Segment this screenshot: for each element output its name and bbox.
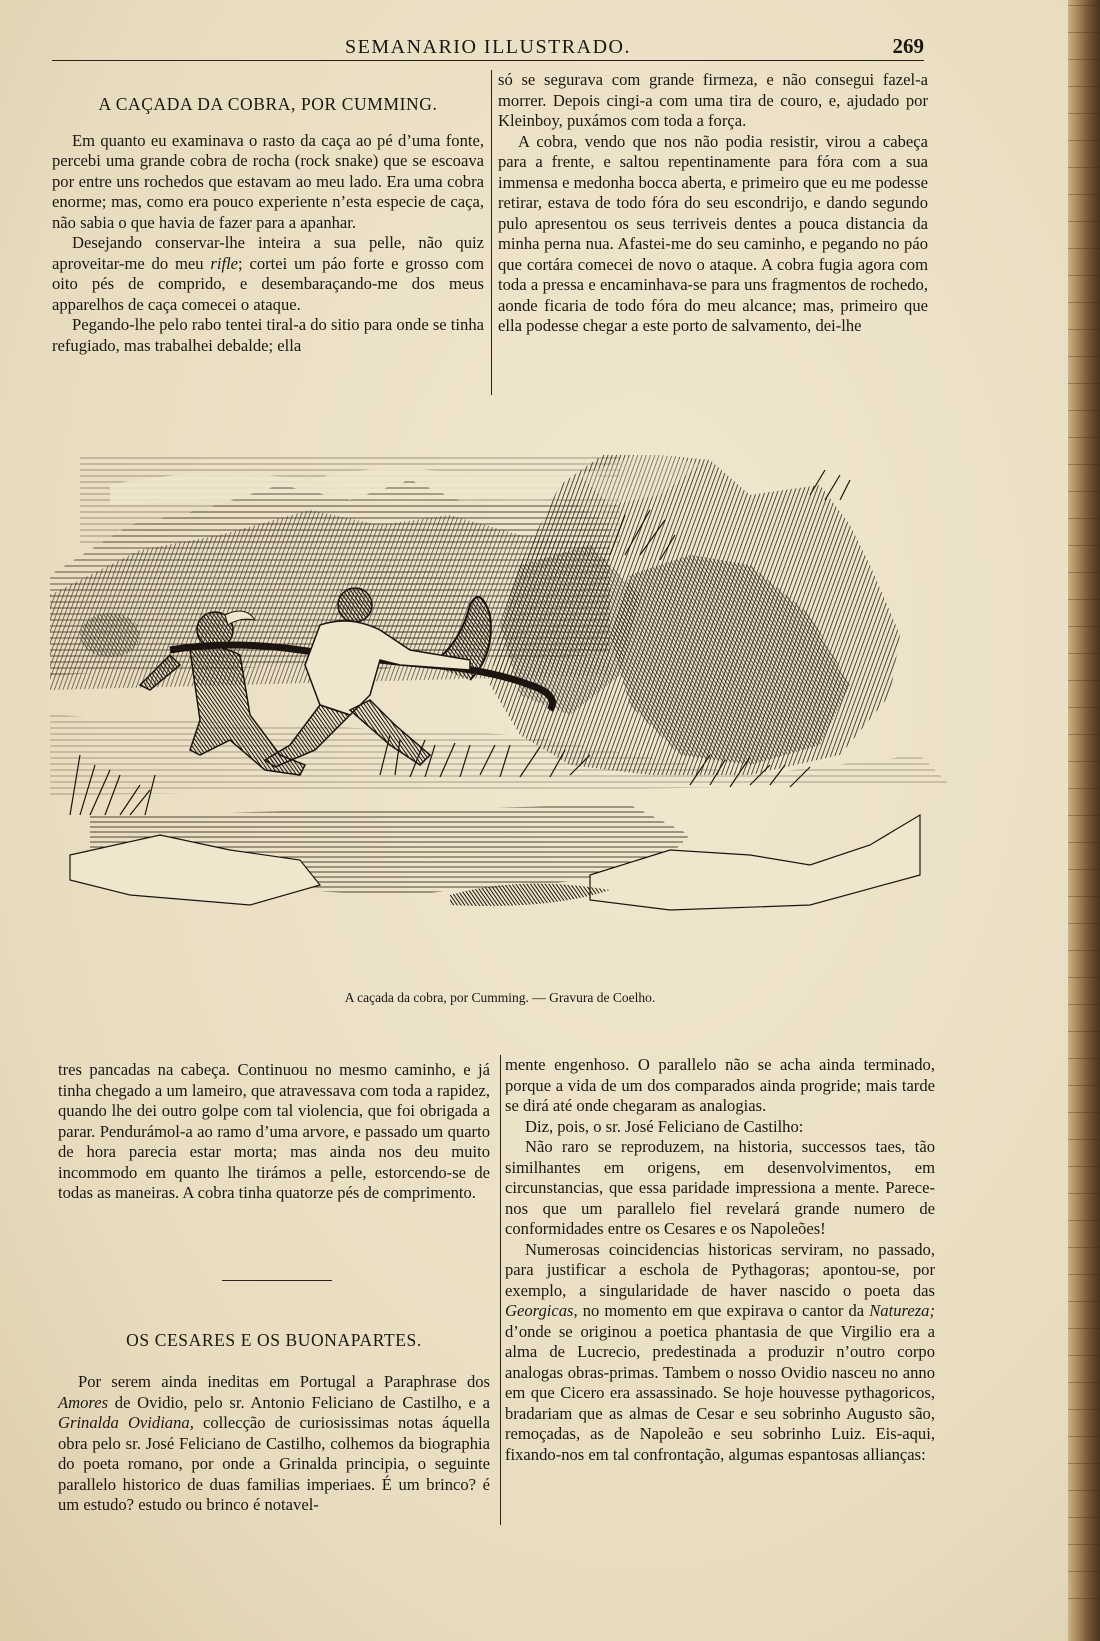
binding-texture-line <box>1068 1085 1100 1086</box>
column-divider <box>500 1055 501 1525</box>
binding-texture-line <box>1068 1031 1100 1032</box>
binding-texture-line <box>1068 194 1100 195</box>
binding-texture-line <box>1068 950 1100 951</box>
engraving-snake-hunt <box>50 455 950 967</box>
page-header <box>52 34 924 61</box>
binding-texture-line <box>1068 1058 1100 1059</box>
article1-right-column <box>498 70 928 337</box>
paragraph: Desejando conservar-lhe inteira a sua pelle, não quiz aproveitar-me do meu rifle; cortei um páo forte e grosso com oito pés de comprido, e desembaraçando-me dos meus apparelhos de caça comecei o ataque. <box>52 233 484 314</box>
binding-texture-line <box>1068 626 1100 627</box>
binding-texture-line <box>1068 464 1100 465</box>
article2-left-column <box>58 1372 490 1516</box>
paragraph: Não raro se reproduzem, na historia, successos taes, tão similhantes em origens, em desenvolvimentos, em circunstancias, que essa paridade impressiona a mente. Parece-nos que um parallelo fiel revelará grande numero de conformidades entre os Cesares e os Napoleões! <box>505 1137 935 1238</box>
binding-texture-line <box>1068 518 1100 519</box>
binding-texture-line <box>1068 1436 1100 1437</box>
binding-texture-line <box>1068 1274 1100 1275</box>
binding-texture-line <box>1068 788 1100 789</box>
binding-texture-line <box>1068 5 1100 6</box>
paragraph: A cobra, vendo que nos não podia resistir, virou a cabeça para a frente, e saltou repentinamente para fóra com a sua immensa e medonha bocca aberta, e primeiro que eu me podesse retirar, estava de todo fóra do seu escondrijo, e dando segundo pulo apresentou os seus terriveis dentes a pouca distancia da minha perna nua. Afastei-me do seu caminho, e pegando no páo que cortára comecei de novo o ataque. A cobra fugia agora com toda a pressa e encaminhava-se para uns fragmentos de rochedo, aonde ficaria de todo fóra do meu alcance; mas, primeiro que ella podesse chegar a este porto de salvamento, dei-lhe <box>498 131 928 335</box>
article1-continuation-column <box>58 1060 490 1204</box>
article2-title: OS CESARES E OS BUONAPARTES. <box>126 1330 422 1350</box>
binding-texture-line <box>1068 1382 1100 1383</box>
paragraph: Por serem ainda ineditas em Portugal a Paraphrase dos Amores de Ovidio, pelo sr. Antonio Feliciano de Castilho, e a Grinalda Ovidiana, collecção de curiosissimas notas áquella obra pelo sr. José Feliciano de Castilho, colhemos da biographia do poeta romano, por onde a Grinalda principia, o seguinte parallelo historico de duas familias imperiaes. É um brinco? é um estudo? estudo ou brinco é notavel- <box>58 1372 490 1514</box>
binding-texture-line <box>1068 491 1100 492</box>
binding-texture-line <box>1068 248 1100 249</box>
binding-texture-line <box>1068 1490 1100 1491</box>
running-title: SEMANARIO ILLUSTRADO. <box>345 36 631 58</box>
binding-texture-line <box>1068 1328 1100 1329</box>
binding-texture-line <box>1068 572 1100 573</box>
binding-texture-line <box>1068 140 1100 141</box>
binding-texture-line <box>1068 1247 1100 1248</box>
binding-texture-line <box>1068 59 1100 60</box>
binding-texture-line <box>1068 1409 1100 1410</box>
book-binding <box>1068 0 1100 1641</box>
column-divider <box>491 70 492 395</box>
binding-texture-line <box>1068 221 1100 222</box>
paragraph: Pegando-lhe pelo rabo tentei tiral-a do sitio para onde se tinha refugiado, mas trabalhei debalde; ella <box>52 315 484 355</box>
engraving-caption: A caçada da cobra, por Cumming. — Gravura de Coelho. <box>344 990 656 1005</box>
paragraph: tres pancadas na cabeça. Continuou no mesmo caminho, e já tinha chegado a um lameiro, que atravessava com toda a rapidez, quando lhe dei outro golpe com tal violencia, que foi obrigada a parar. Pendurámol-a ao ramo d’uma arvore, e passado um quarto de hora parecia estar morta; mas ainda nos deu muito incommodo em quanto lhe tirámos a pelle, estorcendo-se de todas as maneiras. A cobra tinha quatorze pés de comprimento. <box>58 1060 490 1202</box>
binding-texture-line <box>1068 707 1100 708</box>
binding-texture-line <box>1068 545 1100 546</box>
binding-texture-line <box>1068 1139 1100 1140</box>
binding-texture-line <box>1068 896 1100 897</box>
paragraph: Diz, pois, o sr. José Feliciano de Castilho: <box>525 1116 804 1136</box>
paragraph: só se segurava com grande firmeza, e não consegui fazel-a morrer. Depois cingi-a com uma tira de couro, e, ajudado por Kleinboy, puxámos com toda a força. <box>498 70 928 130</box>
binding-texture-line <box>1068 599 1100 600</box>
binding-texture-line <box>1068 761 1100 762</box>
binding-texture-line <box>1068 1193 1100 1194</box>
binding-texture-line <box>1068 653 1100 654</box>
binding-texture-line <box>1068 1301 1100 1302</box>
paragraph: Em quanto eu examinava o rasto da caça ao pé d’uma fonte, percebi uma grande cobra de rocha (rock snake) que se escoava por entre uns rochedos que estavam ao meu lado. Era uma cobra enorme; mas, como era pouco experiente n’esta especie de caça, não sabia o que havia de fazer para a apanhar. <box>52 130 484 232</box>
binding-texture-line <box>1068 977 1100 978</box>
binding-texture-line <box>1068 1112 1100 1113</box>
binding-texture-line <box>1068 86 1100 87</box>
binding-texture-line <box>1068 1166 1100 1167</box>
binding-texture-line <box>1068 1571 1100 1572</box>
binding-texture-line <box>1068 1220 1100 1221</box>
binding-texture-line <box>1068 1355 1100 1356</box>
binding-texture-line <box>1068 1517 1100 1518</box>
binding-texture-line <box>1068 437 1100 438</box>
page-number: 269 <box>892 34 924 58</box>
binding-texture-line <box>1068 113 1100 114</box>
paragraph: Numerosas coincidencias historicas serviram, no passado, para justificar a eschola de Pythagoras; apontou-se, por exemplo, a singularidade de haver nascido o poeta das Georgicas, no momento em que expirava o cantor da Natureza; d’onde se originou a poetica phantasia de que Virgilio era a alma de Lucrecio, predestinada a produzir n’outro corpo analogas obras-primas. Tambem o nosso Ovidio nasceu no anno em que Cicero era assassinado. Se hoje houvesse pythagoricos, bradariam que as almas de Cesar e seu sobrinho Augusto são, remoçadas, as de Napoleão e seu sobrinho Luiz. Eis-aqui, fixando-nos em tal confrontação, algumas espantosas allianças: <box>505 1239 935 1464</box>
binding-texture-line <box>1068 356 1100 357</box>
binding-texture-line <box>1068 869 1100 870</box>
binding-texture-line <box>1068 734 1100 735</box>
binding-texture-line <box>1068 815 1100 816</box>
binding-texture-line <box>1068 410 1100 411</box>
binding-texture-line <box>1068 1004 1100 1005</box>
article1-title: A CAÇADA DA COBRA, POR CUMMING. <box>98 94 438 114</box>
binding-texture-line <box>1068 680 1100 681</box>
binding-texture-line <box>1068 1598 1100 1599</box>
article2-right-column <box>505 1055 935 1465</box>
binding-texture-line <box>1068 167 1100 168</box>
section-divider <box>222 1280 332 1281</box>
binding-texture-line <box>1068 32 1100 33</box>
binding-texture-line <box>1068 302 1100 303</box>
binding-texture-line <box>1068 329 1100 330</box>
paragraph: mente engenhoso. O parallelo não se acha ainda terminado, porque a vida de um dos comparados ainda progride; mais tarde se dirá até onde chegaram as analogias. <box>505 1055 935 1115</box>
binding-texture-line <box>1068 923 1100 924</box>
binding-texture-line <box>1068 842 1100 843</box>
binding-texture-line <box>1068 1544 1100 1545</box>
binding-texture-line <box>1068 1463 1100 1464</box>
binding-texture-line <box>1068 275 1100 276</box>
article1-left-column <box>52 94 484 356</box>
binding-texture-line <box>1068 383 1100 384</box>
